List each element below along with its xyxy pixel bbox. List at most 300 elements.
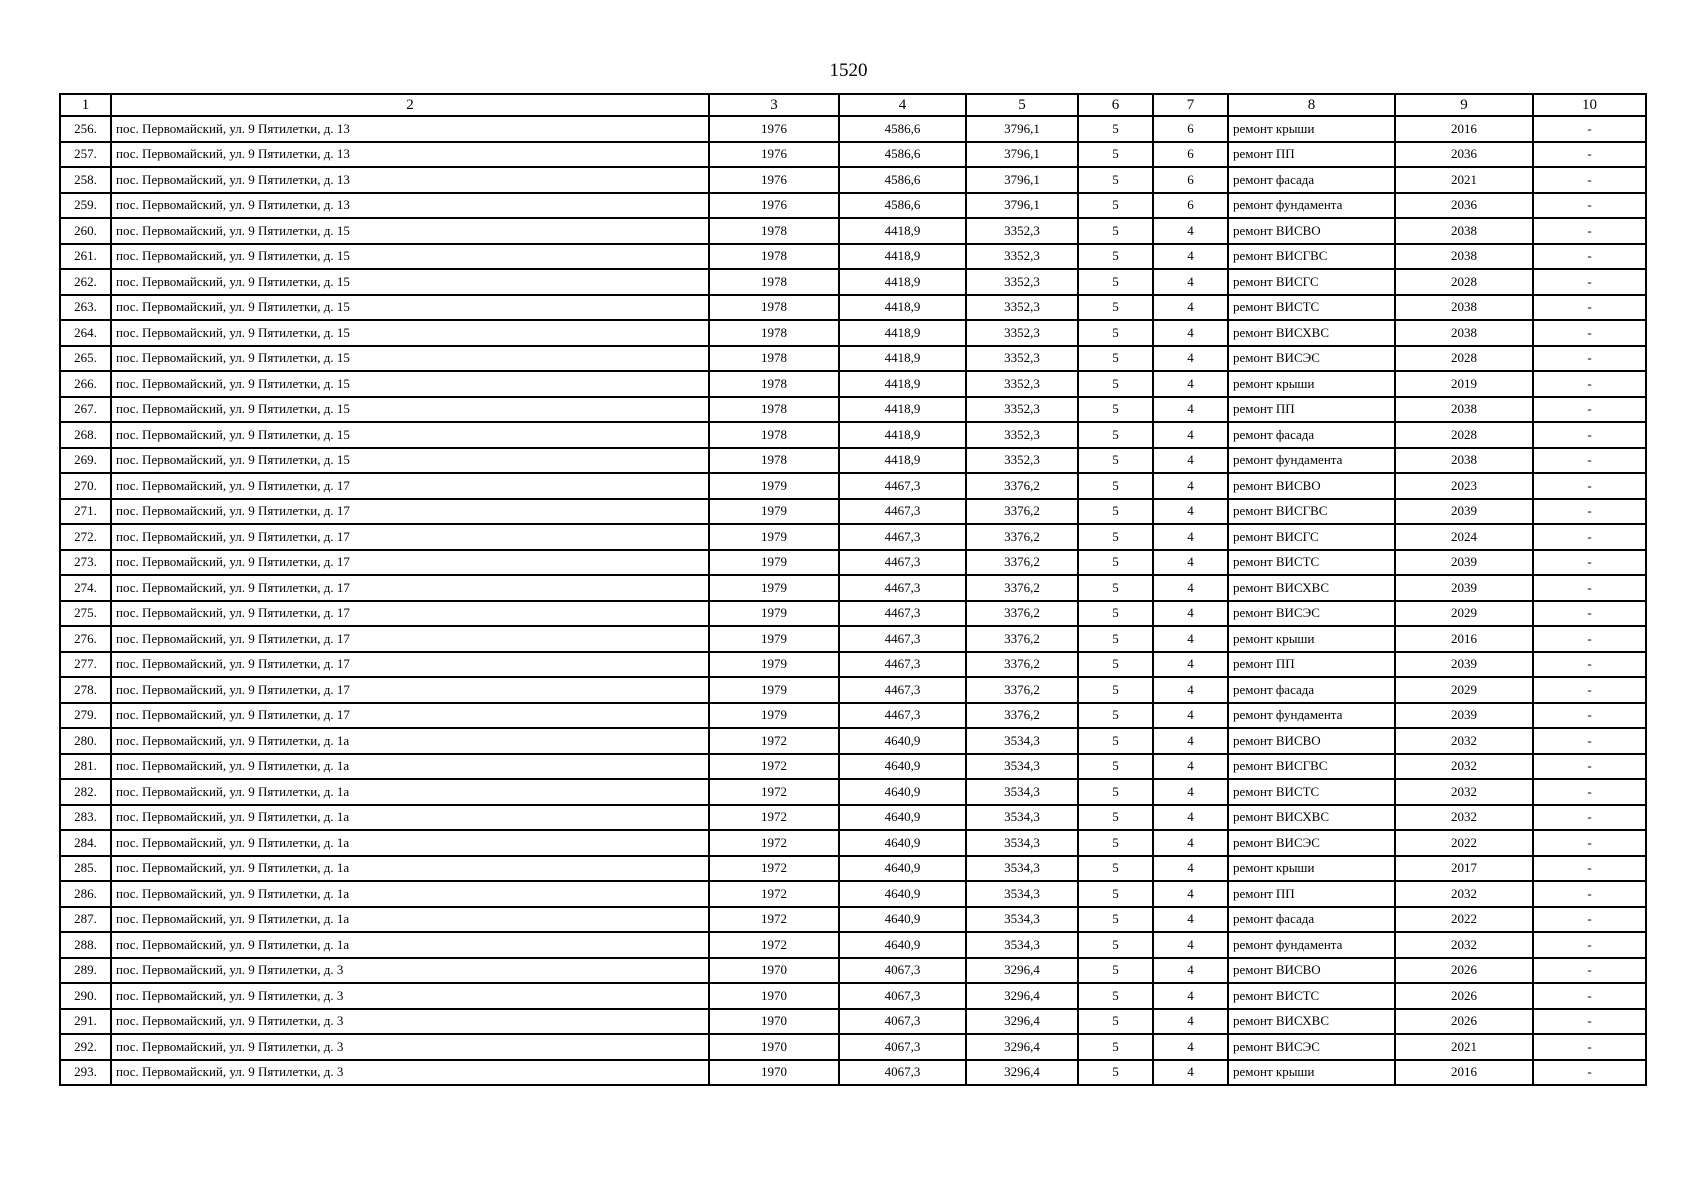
cell-floors: 5 (1078, 881, 1153, 907)
cell-planned-year: 2039 (1395, 575, 1533, 601)
column-header: 8 (1228, 94, 1395, 116)
cell-work-type: ремонт крыши (1228, 371, 1395, 397)
cell-floors: 5 (1078, 167, 1153, 193)
cell-work-type: ремонт ВИСХВС (1228, 1009, 1395, 1035)
cell-total-area: 4067,3 (839, 1009, 966, 1035)
cell-year-built: 1978 (709, 244, 839, 270)
cell-floors: 5 (1078, 856, 1153, 882)
cell-living-area: 3296,4 (966, 958, 1078, 984)
cell-address: пос. Первомайский, ул. 9 Пятилетки, д. 1а (111, 728, 709, 754)
cell-work-type: ремонт фундамента (1228, 193, 1395, 219)
cell-entrances: 4 (1153, 881, 1228, 907)
cell-year-built: 1978 (709, 422, 839, 448)
column-header: 1 (60, 94, 111, 116)
cell-floors: 5 (1078, 524, 1153, 550)
cell-row-number: 286. (60, 881, 111, 907)
cell-note: - (1533, 269, 1646, 295)
table-row (60, 473, 1646, 499)
cell-year-built: 1972 (709, 881, 839, 907)
cell-entrances: 4 (1153, 703, 1228, 729)
cell-work-type: ремонт ВИСХВС (1228, 575, 1395, 601)
cell-address: пос. Первомайский, ул. 9 Пятилетки, д. 13 (111, 167, 709, 193)
cell-work-type: ремонт фундамента (1228, 448, 1395, 474)
cell-year-built: 1978 (709, 371, 839, 397)
cell-year-built: 1970 (709, 983, 839, 1009)
cell-address: пос. Первомайский, ул. 9 Пятилетки, д. 17 (111, 703, 709, 729)
cell-planned-year: 2016 (1395, 1060, 1533, 1086)
cell-floors: 5 (1078, 295, 1153, 321)
cell-note: - (1533, 830, 1646, 856)
cell-living-area: 3534,3 (966, 830, 1078, 856)
cell-work-type: ремонт ВИСВО (1228, 218, 1395, 244)
cell-living-area: 3376,2 (966, 652, 1078, 678)
cell-entrances: 6 (1153, 116, 1228, 142)
table-row (60, 295, 1646, 321)
cell-note: - (1533, 295, 1646, 321)
cell-year-built: 1976 (709, 142, 839, 168)
table-row (60, 1060, 1646, 1086)
cell-work-type: ремонт фундамента (1228, 932, 1395, 958)
cell-total-area: 4418,9 (839, 448, 966, 474)
cell-note: - (1533, 983, 1646, 1009)
cell-row-number: 273. (60, 550, 111, 576)
cell-work-type: ремонт ВИСЭС (1228, 601, 1395, 627)
cell-row-number: 288. (60, 932, 111, 958)
cell-living-area: 3352,3 (966, 397, 1078, 423)
table-row (60, 244, 1646, 270)
cell-total-area: 4467,3 (839, 473, 966, 499)
cell-entrances: 4 (1153, 652, 1228, 678)
cell-planned-year: 2021 (1395, 167, 1533, 193)
cell-year-built: 1979 (709, 652, 839, 678)
table-row (60, 754, 1646, 780)
cell-entrances: 4 (1153, 448, 1228, 474)
cell-year-built: 1978 (709, 295, 839, 321)
cell-total-area: 4418,9 (839, 218, 966, 244)
cell-floors: 5 (1078, 754, 1153, 780)
table-row (60, 422, 1646, 448)
cell-year-built: 1978 (709, 346, 839, 372)
cell-planned-year: 2026 (1395, 958, 1533, 984)
cell-floors: 5 (1078, 779, 1153, 805)
cell-living-area: 3376,2 (966, 601, 1078, 627)
cell-work-type: ремонт ВИСХВС (1228, 320, 1395, 346)
table-row (60, 703, 1646, 729)
cell-note: - (1533, 805, 1646, 831)
cell-living-area: 3376,2 (966, 677, 1078, 703)
cell-total-area: 4418,9 (839, 320, 966, 346)
cell-year-built: 1979 (709, 703, 839, 729)
column-header: 9 (1395, 94, 1533, 116)
cell-work-type: ремонт крыши (1228, 856, 1395, 882)
cell-row-number: 260. (60, 218, 111, 244)
cell-planned-year: 2016 (1395, 626, 1533, 652)
cell-entrances: 4 (1153, 1009, 1228, 1035)
table-row (60, 167, 1646, 193)
cell-total-area: 4640,9 (839, 907, 966, 933)
cell-note: - (1533, 422, 1646, 448)
cell-year-built: 1970 (709, 1034, 839, 1060)
column-header: 4 (839, 94, 966, 116)
column-header: 7 (1153, 94, 1228, 116)
cell-planned-year: 2022 (1395, 830, 1533, 856)
cell-total-area: 4067,3 (839, 1034, 966, 1060)
column-header: 6 (1078, 94, 1153, 116)
cell-year-built: 1970 (709, 958, 839, 984)
cell-total-area: 4640,9 (839, 881, 966, 907)
cell-address: пос. Первомайский, ул. 9 Пятилетки, д. 15 (111, 371, 709, 397)
cell-row-number: 263. (60, 295, 111, 321)
cell-entrances: 4 (1153, 346, 1228, 372)
cell-note: - (1533, 932, 1646, 958)
cell-floors: 5 (1078, 142, 1153, 168)
cell-entrances: 4 (1153, 830, 1228, 856)
cell-work-type: ремонт ВИСВО (1228, 473, 1395, 499)
cell-work-type: ремонт ПП (1228, 652, 1395, 678)
cell-row-number: 261. (60, 244, 111, 270)
table-row (60, 856, 1646, 882)
cell-work-type: ремонт ВИСХВС (1228, 805, 1395, 831)
cell-row-number: 277. (60, 652, 111, 678)
cell-floors: 5 (1078, 499, 1153, 525)
cell-floors: 5 (1078, 728, 1153, 754)
cell-note: - (1533, 193, 1646, 219)
cell-work-type: ремонт ВИСВО (1228, 728, 1395, 754)
cell-living-area: 3352,3 (966, 422, 1078, 448)
cell-year-built: 1979 (709, 677, 839, 703)
cell-living-area: 3352,3 (966, 218, 1078, 244)
cell-entrances: 4 (1153, 983, 1228, 1009)
cell-work-type: ремонт ВИСГВС (1228, 499, 1395, 525)
cell-year-built: 1972 (709, 805, 839, 831)
cell-entrances: 4 (1153, 422, 1228, 448)
cell-floors: 5 (1078, 550, 1153, 576)
cell-living-area: 3534,3 (966, 932, 1078, 958)
cell-planned-year: 2038 (1395, 448, 1533, 474)
cell-note: - (1533, 116, 1646, 142)
table-row (60, 320, 1646, 346)
cell-work-type: ремонт ВИСТС (1228, 779, 1395, 805)
table-row (60, 116, 1646, 142)
cell-address: пос. Первомайский, ул. 9 Пятилетки, д. 1а (111, 805, 709, 831)
cell-address: пос. Первомайский, ул. 9 Пятилетки, д. 17 (111, 652, 709, 678)
cell-entrances: 4 (1153, 728, 1228, 754)
cell-row-number: 287. (60, 907, 111, 933)
cell-note: - (1533, 244, 1646, 270)
cell-note: - (1533, 728, 1646, 754)
cell-year-built: 1979 (709, 575, 839, 601)
cell-planned-year: 2029 (1395, 677, 1533, 703)
cell-living-area: 3376,2 (966, 626, 1078, 652)
cell-work-type: ремонт ПП (1228, 397, 1395, 423)
cell-floors: 5 (1078, 652, 1153, 678)
cell-total-area: 4467,3 (839, 499, 966, 525)
cell-note: - (1533, 677, 1646, 703)
cell-year-built: 1978 (709, 397, 839, 423)
cell-living-area: 3534,3 (966, 754, 1078, 780)
cell-row-number: 283. (60, 805, 111, 831)
cell-entrances: 6 (1153, 167, 1228, 193)
cell-living-area: 3534,3 (966, 856, 1078, 882)
cell-address: пос. Первомайский, ул. 9 Пятилетки, д. 17 (111, 601, 709, 627)
cell-floors: 5 (1078, 677, 1153, 703)
cell-floors: 5 (1078, 218, 1153, 244)
cell-total-area: 4467,3 (839, 601, 966, 627)
cell-row-number: 278. (60, 677, 111, 703)
cell-row-number: 274. (60, 575, 111, 601)
table-row (60, 601, 1646, 627)
cell-entrances: 4 (1153, 856, 1228, 882)
cell-year-built: 1978 (709, 320, 839, 346)
cell-note: - (1533, 320, 1646, 346)
cell-living-area: 3534,3 (966, 881, 1078, 907)
cell-entrances: 6 (1153, 193, 1228, 219)
cell-total-area: 4586,6 (839, 193, 966, 219)
cell-row-number: 269. (60, 448, 111, 474)
cell-living-area: 3376,2 (966, 473, 1078, 499)
cell-entrances: 4 (1153, 932, 1228, 958)
cell-note: - (1533, 1009, 1646, 1035)
cell-note: - (1533, 575, 1646, 601)
cell-row-number: 293. (60, 1060, 111, 1086)
column-header: 2 (111, 94, 709, 116)
cell-note: - (1533, 907, 1646, 933)
cell-floors: 5 (1078, 116, 1153, 142)
table-row (60, 1009, 1646, 1035)
cell-total-area: 4640,9 (839, 805, 966, 831)
table-row (60, 677, 1646, 703)
table-row (60, 805, 1646, 831)
cell-address: пос. Первомайский, ул. 9 Пятилетки, д. 1а (111, 856, 709, 882)
cell-year-built: 1979 (709, 550, 839, 576)
cell-entrances: 4 (1153, 295, 1228, 321)
cell-work-type: ремонт фасада (1228, 907, 1395, 933)
cell-entrances: 4 (1153, 626, 1228, 652)
cell-total-area: 4467,3 (839, 652, 966, 678)
cell-living-area: 3534,3 (966, 805, 1078, 831)
page-number: 1520 (829, 60, 868, 81)
cell-year-built: 1970 (709, 1009, 839, 1035)
cell-planned-year: 2032 (1395, 728, 1533, 754)
cell-note: - (1533, 524, 1646, 550)
cell-entrances: 4 (1153, 1060, 1228, 1086)
cell-planned-year: 2024 (1395, 524, 1533, 550)
cell-year-built: 1979 (709, 473, 839, 499)
cell-work-type: ремонт ВИСТС (1228, 983, 1395, 1009)
cell-address: пос. Первомайский, ул. 9 Пятилетки, д. 3 (111, 983, 709, 1009)
cell-planned-year: 2021 (1395, 1034, 1533, 1060)
cell-planned-year: 2039 (1395, 703, 1533, 729)
cell-entrances: 4 (1153, 958, 1228, 984)
cell-total-area: 4586,6 (839, 167, 966, 193)
cell-note: - (1533, 779, 1646, 805)
cell-address: пос. Первомайский, ул. 9 Пятилетки, д. 15 (111, 397, 709, 423)
cell-note: - (1533, 448, 1646, 474)
cell-living-area: 3534,3 (966, 728, 1078, 754)
cell-address: пос. Первомайский, ул. 9 Пятилетки, д. 17 (111, 626, 709, 652)
cell-work-type: ремонт фасада (1228, 422, 1395, 448)
cell-address: пос. Первомайский, ул. 9 Пятилетки, д. 15 (111, 448, 709, 474)
cell-floors: 5 (1078, 244, 1153, 270)
cell-living-area: 3296,4 (966, 983, 1078, 1009)
cell-living-area: 3376,2 (966, 524, 1078, 550)
cell-living-area: 3352,3 (966, 320, 1078, 346)
cell-living-area: 3352,3 (966, 295, 1078, 321)
cell-living-area: 3376,2 (966, 550, 1078, 576)
cell-year-built: 1978 (709, 448, 839, 474)
table-row (60, 830, 1646, 856)
cell-total-area: 4640,9 (839, 856, 966, 882)
table-row (60, 958, 1646, 984)
cell-address: пос. Первомайский, ул. 9 Пятилетки, д. 1а (111, 830, 709, 856)
cell-entrances: 4 (1153, 677, 1228, 703)
cell-total-area: 4640,9 (839, 728, 966, 754)
cell-total-area: 4418,9 (839, 269, 966, 295)
cell-entrances: 4 (1153, 244, 1228, 270)
cell-entrances: 4 (1153, 371, 1228, 397)
cell-row-number: 279. (60, 703, 111, 729)
table-row (60, 550, 1646, 576)
cell-year-built: 1979 (709, 601, 839, 627)
header-row (60, 94, 1646, 116)
cell-entrances: 4 (1153, 907, 1228, 933)
cell-address: пос. Первомайский, ул. 9 Пятилетки, д. 3 (111, 1034, 709, 1060)
cell-row-number: 280. (60, 728, 111, 754)
table-row (60, 652, 1646, 678)
table-row (60, 397, 1646, 423)
table-row (60, 626, 1646, 652)
cell-address: пос. Первомайский, ул. 9 Пятилетки, д. 1а (111, 932, 709, 958)
cell-work-type: ремонт ПП (1228, 142, 1395, 168)
cell-note: - (1533, 881, 1646, 907)
cell-address: пос. Первомайский, ул. 9 Пятилетки, д. 3 (111, 1009, 709, 1035)
cell-row-number: 268. (60, 422, 111, 448)
cell-entrances: 4 (1153, 524, 1228, 550)
cell-note: - (1533, 652, 1646, 678)
cell-planned-year: 2039 (1395, 550, 1533, 576)
cell-floors: 5 (1078, 907, 1153, 933)
cell-living-area: 3352,3 (966, 346, 1078, 372)
cell-note: - (1533, 371, 1646, 397)
cell-total-area: 4418,9 (839, 422, 966, 448)
cell-year-built: 1972 (709, 728, 839, 754)
cell-planned-year: 2038 (1395, 295, 1533, 321)
cell-entrances: 4 (1153, 779, 1228, 805)
cell-address: пос. Первомайский, ул. 9 Пятилетки, д. 15 (111, 269, 709, 295)
table-row (60, 575, 1646, 601)
cell-work-type: ремонт ВИСГВС (1228, 244, 1395, 270)
cell-floors: 5 (1078, 601, 1153, 627)
cell-living-area: 3796,1 (966, 167, 1078, 193)
cell-year-built: 1976 (709, 193, 839, 219)
cell-floors: 5 (1078, 1060, 1153, 1086)
table-row (60, 448, 1646, 474)
cell-entrances: 4 (1153, 397, 1228, 423)
cell-note: - (1533, 142, 1646, 168)
cell-total-area: 4067,3 (839, 958, 966, 984)
cell-row-number: 259. (60, 193, 111, 219)
table-row (60, 218, 1646, 244)
cell-address: пос. Первомайский, ул. 9 Пятилетки, д. 1а (111, 779, 709, 805)
cell-floors: 5 (1078, 346, 1153, 372)
table-row (60, 983, 1646, 1009)
cell-row-number: 262. (60, 269, 111, 295)
cell-total-area: 4467,3 (839, 575, 966, 601)
cell-floors: 5 (1078, 830, 1153, 856)
cell-planned-year: 2028 (1395, 422, 1533, 448)
cell-work-type: ремонт ВИСГС (1228, 269, 1395, 295)
cell-row-number: 290. (60, 983, 111, 1009)
cell-note: - (1533, 626, 1646, 652)
cell-entrances: 4 (1153, 218, 1228, 244)
cell-note: - (1533, 550, 1646, 576)
cell-total-area: 4467,3 (839, 524, 966, 550)
cell-planned-year: 2039 (1395, 652, 1533, 678)
cell-year-built: 1976 (709, 167, 839, 193)
cell-row-number: 257. (60, 142, 111, 168)
cell-address: пос. Первомайский, ул. 9 Пятилетки, д. 3 (111, 1060, 709, 1086)
cell-row-number: 271. (60, 499, 111, 525)
cell-address: пос. Первомайский, ул. 9 Пятилетки, д. 17 (111, 677, 709, 703)
table-row (60, 907, 1646, 933)
cell-living-area: 3352,3 (966, 244, 1078, 270)
cell-note: - (1533, 754, 1646, 780)
cell-year-built: 1972 (709, 907, 839, 933)
cell-total-area: 4418,9 (839, 346, 966, 372)
cell-total-area: 4467,3 (839, 550, 966, 576)
cell-work-type: ремонт ВИСГС (1228, 524, 1395, 550)
cell-total-area: 4067,3 (839, 983, 966, 1009)
cell-row-number: 266. (60, 371, 111, 397)
cell-entrances: 4 (1153, 269, 1228, 295)
cell-year-built: 1979 (709, 499, 839, 525)
cell-living-area: 3796,1 (966, 142, 1078, 168)
cell-planned-year: 2023 (1395, 473, 1533, 499)
cell-floors: 5 (1078, 575, 1153, 601)
cell-total-area: 4418,9 (839, 371, 966, 397)
cell-entrances: 6 (1153, 142, 1228, 168)
cell-planned-year: 2036 (1395, 193, 1533, 219)
cell-living-area: 3796,1 (966, 193, 1078, 219)
column-header: 5 (966, 94, 1078, 116)
cell-floors: 5 (1078, 371, 1153, 397)
cell-address: пос. Первомайский, ул. 9 Пятилетки, д. 1а (111, 881, 709, 907)
cell-row-number: 265. (60, 346, 111, 372)
cell-row-number: 281. (60, 754, 111, 780)
cell-floors: 5 (1078, 1034, 1153, 1060)
cell-total-area: 4640,9 (839, 830, 966, 856)
cell-address: пос. Первомайский, ул. 9 Пятилетки, д. 15 (111, 295, 709, 321)
cell-entrances: 4 (1153, 1034, 1228, 1060)
table-row (60, 142, 1646, 168)
cell-floors: 5 (1078, 805, 1153, 831)
cell-floors: 5 (1078, 397, 1153, 423)
cell-note: - (1533, 958, 1646, 984)
cell-living-area: 3534,3 (966, 907, 1078, 933)
cell-total-area: 4067,3 (839, 1060, 966, 1086)
cell-floors: 5 (1078, 193, 1153, 219)
cell-planned-year: 2017 (1395, 856, 1533, 882)
cell-living-area: 3796,1 (966, 116, 1078, 142)
cell-year-built: 1972 (709, 856, 839, 882)
cell-total-area: 4467,3 (839, 703, 966, 729)
cell-work-type: ремонт крыши (1228, 626, 1395, 652)
cell-planned-year: 2028 (1395, 346, 1533, 372)
cell-total-area: 4640,9 (839, 754, 966, 780)
cell-living-area: 3534,3 (966, 779, 1078, 805)
cell-entrances: 4 (1153, 754, 1228, 780)
cell-total-area: 4640,9 (839, 932, 966, 958)
